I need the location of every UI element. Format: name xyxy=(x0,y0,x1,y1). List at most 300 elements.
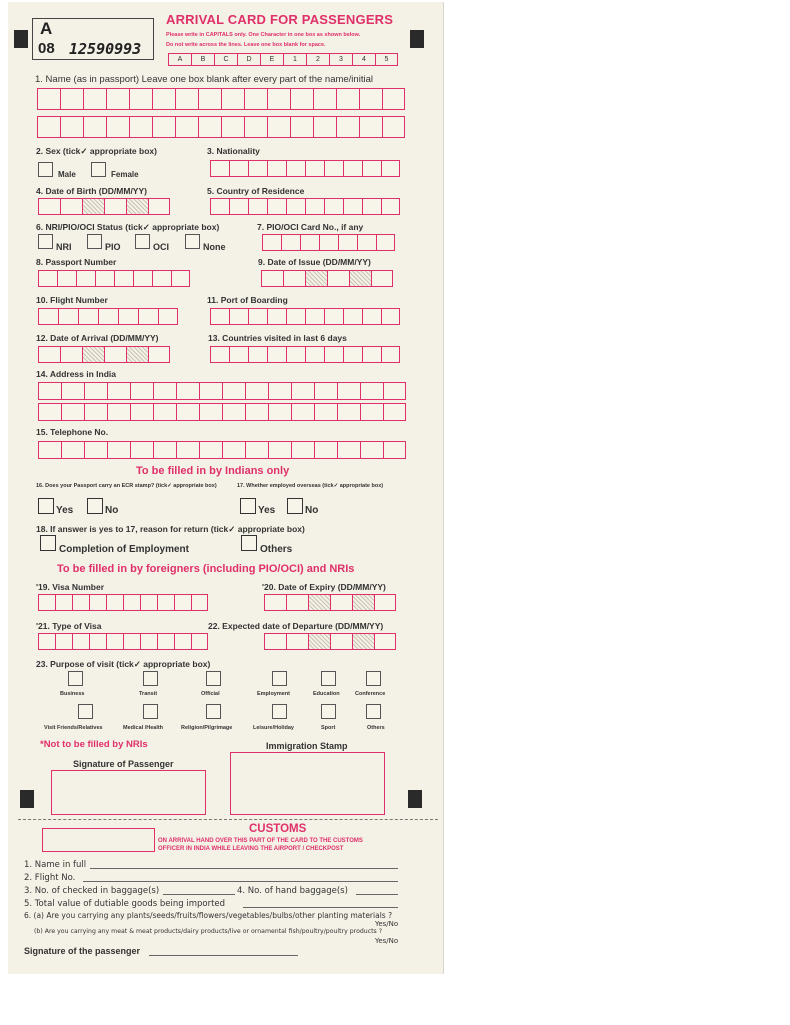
pio-card-input[interactable] xyxy=(262,234,395,251)
char-box[interactable] xyxy=(221,88,244,110)
char-box[interactable] xyxy=(286,346,305,363)
char-box[interactable] xyxy=(314,382,337,400)
not-nri-note: *Not to be filled by NRIs xyxy=(40,739,148,750)
char-box[interactable] xyxy=(72,594,89,611)
char-box[interactable] xyxy=(84,382,107,400)
char-box[interactable] xyxy=(95,270,114,287)
char-box[interactable] xyxy=(313,116,336,138)
char-box[interactable] xyxy=(123,594,140,611)
expiry-input[interactable] xyxy=(264,594,396,611)
char-box[interactable] xyxy=(305,270,327,287)
char-box[interactable] xyxy=(382,116,405,138)
example-box: 3 xyxy=(329,53,352,66)
char-box[interactable] xyxy=(229,198,248,215)
char-box[interactable] xyxy=(374,633,396,650)
purpose-official-checkbox[interactable] xyxy=(206,671,221,686)
registration-mark xyxy=(14,30,28,48)
char-box[interactable] xyxy=(267,160,286,177)
char-box[interactable] xyxy=(157,594,174,611)
char-box[interactable] xyxy=(107,403,130,421)
char-box[interactable] xyxy=(324,160,343,177)
char-box[interactable] xyxy=(343,308,362,325)
purpose-others-checkbox[interactable] xyxy=(366,704,381,719)
char-box[interactable] xyxy=(174,594,191,611)
char-box[interactable] xyxy=(360,382,383,400)
visa-number-input[interactable] xyxy=(38,594,208,611)
port-input[interactable] xyxy=(210,308,400,325)
char-box[interactable] xyxy=(60,116,83,138)
char-box[interactable] xyxy=(152,88,175,110)
char-box[interactable] xyxy=(324,308,343,325)
char-box[interactable] xyxy=(157,633,174,650)
example-boxes xyxy=(168,53,398,66)
char-box[interactable] xyxy=(152,270,171,287)
char-box[interactable] xyxy=(140,594,157,611)
char-box[interactable] xyxy=(153,403,176,421)
purpose-business-checkbox[interactable] xyxy=(68,671,83,686)
customs-hand-field[interactable] xyxy=(356,894,398,895)
female-checkbox[interactable] xyxy=(91,162,106,177)
char-box[interactable] xyxy=(337,403,360,421)
nri-checkbox[interactable] xyxy=(38,234,53,249)
char-box[interactable] xyxy=(336,116,359,138)
sex-label: 2. Sex (tick✓ appropriate box) xyxy=(36,146,157,156)
customs-value-field[interactable] xyxy=(243,907,398,908)
char-box[interactable] xyxy=(381,160,400,177)
female-label: Female xyxy=(111,170,139,179)
char-box[interactable] xyxy=(83,88,106,110)
char-box[interactable] xyxy=(126,346,148,363)
char-box[interactable] xyxy=(268,382,291,400)
char-box[interactable] xyxy=(308,633,330,650)
char-box[interactable] xyxy=(37,88,60,110)
char-box[interactable] xyxy=(283,270,305,287)
char-box[interactable] xyxy=(84,403,107,421)
char-box[interactable] xyxy=(343,160,362,177)
char-box[interactable] xyxy=(286,633,308,650)
char-box[interactable] xyxy=(383,382,406,400)
return-others-checkbox[interactable] xyxy=(241,535,257,551)
char-box[interactable] xyxy=(107,382,130,400)
char-box[interactable] xyxy=(383,403,406,421)
char-box[interactable] xyxy=(229,308,248,325)
char-box[interactable] xyxy=(60,88,83,110)
char-box[interactable] xyxy=(107,441,130,459)
purpose-leisure-checkbox[interactable] xyxy=(272,704,287,719)
char-box[interactable] xyxy=(61,382,84,400)
char-box[interactable] xyxy=(319,234,338,251)
char-box[interactable] xyxy=(222,403,245,421)
char-box[interactable] xyxy=(38,382,61,400)
char-box[interactable] xyxy=(286,308,305,325)
char-box[interactable] xyxy=(210,308,229,325)
char-box[interactable] xyxy=(362,346,381,363)
arrival-card xyxy=(8,2,444,974)
char-box[interactable] xyxy=(305,346,324,363)
char-box[interactable] xyxy=(76,270,95,287)
example-box: D xyxy=(237,53,260,66)
char-box[interactable] xyxy=(130,403,153,421)
dob-input[interactable] xyxy=(38,198,170,215)
customs-title: CUSTOMS xyxy=(249,823,307,835)
char-box[interactable] xyxy=(245,403,268,421)
char-box[interactable] xyxy=(55,633,72,650)
char-box[interactable] xyxy=(286,198,305,215)
customs-meat-yesno[interactable]: Yes/No xyxy=(375,937,399,945)
address-label: 14. Address in India xyxy=(36,369,116,379)
char-box[interactable] xyxy=(104,198,126,215)
purpose-education-checkbox[interactable] xyxy=(321,671,336,686)
customs-signature-label: Signature of the passenger xyxy=(24,946,141,956)
char-box[interactable] xyxy=(83,116,106,138)
purpose-label-official: Official xyxy=(201,691,220,697)
char-box[interactable] xyxy=(343,346,362,363)
char-box[interactable] xyxy=(290,116,313,138)
char-box[interactable] xyxy=(198,88,221,110)
series-letter: A xyxy=(40,19,53,38)
visa-type-input[interactable] xyxy=(38,633,208,650)
char-box[interactable] xyxy=(210,346,229,363)
char-box[interactable] xyxy=(82,198,104,215)
char-box[interactable] xyxy=(360,403,383,421)
char-box[interactable] xyxy=(360,441,383,459)
example-box: 5 xyxy=(375,53,398,66)
char-box[interactable] xyxy=(268,441,291,459)
char-box[interactable] xyxy=(376,234,395,251)
char-box[interactable] xyxy=(245,441,268,459)
char-box[interactable] xyxy=(290,88,313,110)
purpose-employment-checkbox[interactable] xyxy=(272,671,287,686)
char-box[interactable] xyxy=(148,346,170,363)
char-box[interactable] xyxy=(106,88,129,110)
char-box[interactable] xyxy=(248,160,267,177)
char-box[interactable] xyxy=(38,403,61,421)
char-box[interactable] xyxy=(337,382,360,400)
indians-heading: To be filled in by Indians only xyxy=(136,465,290,477)
immigration-stamp-label: Immigration Stamp xyxy=(266,741,348,751)
name-label: 1. Name (as in passport) Leave one box blank after every part of the name/initial xyxy=(35,74,373,85)
char-box[interactable] xyxy=(267,198,286,215)
q16-yes-checkbox[interactable] xyxy=(38,498,54,514)
char-box[interactable] xyxy=(305,160,324,177)
instruction-line-1: Please write in CAPITALS only. One Character in one box as shown below. xyxy=(166,32,361,38)
char-box[interactable] xyxy=(153,382,176,400)
immigration-stamp-box xyxy=(230,752,385,815)
char-box[interactable] xyxy=(286,160,305,177)
char-box[interactable] xyxy=(362,160,381,177)
char-box[interactable] xyxy=(268,403,291,421)
char-box[interactable] xyxy=(153,441,176,459)
char-box[interactable] xyxy=(58,308,78,325)
name-input-row-2[interactable] xyxy=(37,116,405,138)
char-box[interactable] xyxy=(152,116,175,138)
char-box[interactable] xyxy=(199,441,222,459)
char-box[interactable] xyxy=(313,88,336,110)
char-box[interactable] xyxy=(38,308,58,325)
char-box[interactable] xyxy=(191,594,208,611)
purpose-medical-checkbox[interactable] xyxy=(143,704,158,719)
char-box[interactable] xyxy=(38,441,61,459)
completion-label: Completion of Employment xyxy=(59,544,189,555)
char-box[interactable] xyxy=(357,234,376,251)
customs-hand-label: 4. No. of hand baggage(s) xyxy=(237,886,348,896)
char-box[interactable] xyxy=(286,594,308,611)
departure-label: 22. Expected date of Departure (DD/MM/YY) xyxy=(208,621,384,631)
char-box[interactable] xyxy=(383,441,406,459)
char-box[interactable] xyxy=(171,270,190,287)
char-box[interactable] xyxy=(38,594,55,611)
date-issue-label: 9. Date of Issue (DD/MM/YY) xyxy=(258,257,371,267)
char-box[interactable] xyxy=(267,88,290,110)
nationality-input[interactable] xyxy=(210,160,400,177)
char-box[interactable] xyxy=(129,116,152,138)
passport-label: 8. Passport Number xyxy=(36,257,117,267)
char-box[interactable] xyxy=(175,116,198,138)
address-input-row-2[interactable] xyxy=(38,403,406,421)
char-box[interactable] xyxy=(374,594,396,611)
char-box[interactable] xyxy=(330,633,352,650)
customs-value-label: 5. Total value of dutiable goods being imported xyxy=(24,899,226,909)
example-box: 1 xyxy=(283,53,306,66)
signature-label: Signature of Passenger xyxy=(73,759,174,769)
visa-number-label: '19. Visa Number xyxy=(36,582,105,592)
char-box[interactable] xyxy=(106,633,123,650)
example-box: A xyxy=(168,53,191,66)
char-box[interactable] xyxy=(198,116,221,138)
char-box[interactable] xyxy=(305,198,324,215)
residence-input[interactable] xyxy=(210,198,400,215)
nri-option-label: NRI xyxy=(56,242,72,252)
purpose-religion-checkbox[interactable] xyxy=(206,704,221,719)
char-box[interactable] xyxy=(324,198,343,215)
registration-mark xyxy=(408,790,422,808)
char-box[interactable] xyxy=(199,382,222,400)
perforation-line xyxy=(18,819,438,820)
char-box[interactable] xyxy=(330,594,352,611)
return-others-label: Others xyxy=(260,544,293,555)
signature-box[interactable] xyxy=(51,770,206,815)
oci-checkbox[interactable] xyxy=(135,234,150,249)
char-box[interactable] xyxy=(175,88,198,110)
passport-input[interactable] xyxy=(38,270,190,287)
q17-label: 17. Whether employed overseas (tick✓ appropriate box) xyxy=(237,483,384,489)
q17-yes-checkbox[interactable] xyxy=(240,498,256,514)
char-box[interactable] xyxy=(210,160,229,177)
char-box[interactable] xyxy=(327,270,349,287)
customs-name-field[interactable] xyxy=(90,868,398,869)
char-box[interactable] xyxy=(106,116,129,138)
dob-label: 4. Date of Birth (DD/MM/YY) xyxy=(36,186,147,196)
residence-label: 5. Country of Residence xyxy=(207,186,305,196)
customs-checked-field[interactable] xyxy=(163,894,235,895)
char-box[interactable] xyxy=(343,198,362,215)
char-box[interactable] xyxy=(148,198,170,215)
address-input-row-1[interactable] xyxy=(38,382,406,400)
char-box[interactable] xyxy=(89,594,106,611)
char-box[interactable] xyxy=(130,441,153,459)
char-box[interactable] xyxy=(126,198,148,215)
char-box[interactable] xyxy=(267,308,286,325)
char-box[interactable] xyxy=(37,116,60,138)
q16-no-checkbox[interactable] xyxy=(87,498,103,514)
char-box[interactable] xyxy=(300,234,319,251)
char-box[interactable] xyxy=(38,270,57,287)
char-box[interactable] xyxy=(106,594,123,611)
countries-input[interactable] xyxy=(210,346,400,363)
flight-label: 10. Flight Number xyxy=(36,295,108,305)
char-box[interactable] xyxy=(114,270,133,287)
char-box[interactable] xyxy=(72,633,89,650)
q17-yes-label: Yes xyxy=(258,505,276,516)
q18-label: 18. If answer is yes to 17, reason for return (tick✓ appropriate box) xyxy=(36,524,305,534)
q17-no-checkbox[interactable] xyxy=(287,498,303,514)
char-box[interactable] xyxy=(248,346,267,363)
q17-no-label: No xyxy=(305,505,319,516)
example-box: C xyxy=(214,53,237,66)
purpose-transit-checkbox[interactable] xyxy=(143,671,158,686)
char-box[interactable] xyxy=(352,594,374,611)
name-input-row-1[interactable] xyxy=(37,88,405,110)
char-box[interactable] xyxy=(291,382,314,400)
purpose-conference-checkbox[interactable] xyxy=(366,671,381,686)
char-box[interactable] xyxy=(229,346,248,363)
char-box[interactable] xyxy=(267,346,286,363)
purpose-visit-checkbox[interactable] xyxy=(78,704,93,719)
nri-status-label: 6. NRI/PIO/OCI Status (tick✓ appropriate box) xyxy=(36,222,220,232)
char-box[interactable] xyxy=(176,403,199,421)
purpose-sport-checkbox[interactable] xyxy=(321,704,336,719)
instruction-line-2: Do not write across the lines. Leave one box blank for space. xyxy=(166,42,326,48)
char-box[interactable] xyxy=(381,346,400,363)
char-box[interactable] xyxy=(305,308,324,325)
char-box[interactable] xyxy=(314,403,337,421)
char-box[interactable] xyxy=(244,88,267,110)
char-box[interactable] xyxy=(229,160,248,177)
char-box[interactable] xyxy=(84,441,107,459)
char-box[interactable] xyxy=(61,403,84,421)
char-box[interactable] xyxy=(382,88,405,110)
pio-option-label: PIO xyxy=(105,242,121,252)
char-box[interactable] xyxy=(264,633,286,650)
char-box[interactable] xyxy=(381,308,400,325)
char-box[interactable] xyxy=(176,382,199,400)
char-box[interactable] xyxy=(362,198,381,215)
char-box[interactable] xyxy=(261,270,283,287)
char-box[interactable] xyxy=(371,270,393,287)
char-box[interactable] xyxy=(221,116,244,138)
char-box[interactable] xyxy=(138,308,158,325)
customs-box[interactable] xyxy=(42,828,155,852)
char-box[interactable] xyxy=(78,308,98,325)
male-checkbox[interactable] xyxy=(38,162,53,177)
char-box[interactable] xyxy=(281,234,300,251)
char-box[interactable] xyxy=(140,633,157,650)
char-box[interactable] xyxy=(338,234,357,251)
char-box[interactable] xyxy=(174,633,191,650)
char-box[interactable] xyxy=(55,594,72,611)
char-box[interactable] xyxy=(60,198,82,215)
char-box[interactable] xyxy=(314,441,337,459)
date-issue-input[interactable] xyxy=(261,270,393,287)
none-checkbox[interactable] xyxy=(185,234,200,249)
char-box[interactable] xyxy=(123,633,140,650)
char-box[interactable] xyxy=(104,346,126,363)
char-box[interactable] xyxy=(267,116,290,138)
char-box[interactable] xyxy=(359,88,382,110)
char-box[interactable] xyxy=(248,308,267,325)
char-box[interactable] xyxy=(129,88,152,110)
example-box: B xyxy=(191,53,214,66)
char-box[interactable] xyxy=(61,441,84,459)
char-box[interactable] xyxy=(336,88,359,110)
char-box[interactable] xyxy=(191,633,208,650)
customs-flight-field[interactable] xyxy=(83,881,398,882)
char-box[interactable] xyxy=(176,441,199,459)
char-box[interactable] xyxy=(264,594,286,611)
example-box: 2 xyxy=(306,53,329,66)
char-box[interactable] xyxy=(222,382,245,400)
char-box[interactable] xyxy=(98,308,118,325)
pio-checkbox[interactable] xyxy=(87,234,102,249)
completion-checkbox[interactable] xyxy=(40,535,56,551)
customs-notice-2: OFFICER IN INDIA WHILE LEAVING THE AIRPORT / CHECKPOST xyxy=(158,846,344,852)
char-box[interactable] xyxy=(337,441,360,459)
char-box[interactable] xyxy=(381,198,400,215)
customs-meat-question: (b) Are you carrying any meat & meat products/dairy products/live or ornamental fish/poultry/poultry products ? xyxy=(34,928,383,935)
customs-plants-yesno[interactable]: Yes/No xyxy=(375,920,399,928)
char-box[interactable] xyxy=(82,346,104,363)
arrival-input[interactable] xyxy=(38,346,170,363)
char-box[interactable] xyxy=(262,234,281,251)
customs-signature-field[interactable] xyxy=(149,955,298,956)
char-box[interactable] xyxy=(60,346,82,363)
foreigners-heading: To be filled in by foreigners (including PIO/OCI) and NRIs xyxy=(57,563,355,575)
char-box[interactable] xyxy=(362,308,381,325)
char-box[interactable] xyxy=(291,441,314,459)
purpose-label-employment: Employment xyxy=(257,691,291,697)
series-number: 08 xyxy=(38,40,55,57)
char-box[interactable] xyxy=(130,382,153,400)
char-box[interactable] xyxy=(210,198,229,215)
char-box[interactable] xyxy=(359,116,382,138)
char-box[interactable] xyxy=(57,270,76,287)
telephone-input[interactable] xyxy=(38,441,406,459)
char-box[interactable] xyxy=(308,594,330,611)
char-box[interactable] xyxy=(245,382,268,400)
char-box[interactable] xyxy=(133,270,152,287)
purpose-label-business: Business xyxy=(60,691,85,697)
char-box[interactable] xyxy=(324,346,343,363)
char-box[interactable] xyxy=(244,116,267,138)
purpose-label-transit: Transit xyxy=(139,691,158,697)
departure-input[interactable] xyxy=(264,633,396,650)
char-box[interactable] xyxy=(38,198,60,215)
char-box[interactable] xyxy=(349,270,371,287)
char-box[interactable] xyxy=(222,441,245,459)
char-box[interactable] xyxy=(352,633,374,650)
flight-input[interactable] xyxy=(38,308,178,325)
customs-name-label: 1. Name in full xyxy=(24,860,87,870)
purpose-label-conference: Conference xyxy=(355,691,386,697)
char-box[interactable] xyxy=(248,198,267,215)
char-box[interactable] xyxy=(38,346,60,363)
char-box[interactable] xyxy=(158,308,178,325)
char-box[interactable] xyxy=(291,403,314,421)
char-box[interactable] xyxy=(89,633,106,650)
char-box[interactable] xyxy=(118,308,138,325)
char-box[interactable] xyxy=(199,403,222,421)
char-box[interactable] xyxy=(38,633,55,650)
